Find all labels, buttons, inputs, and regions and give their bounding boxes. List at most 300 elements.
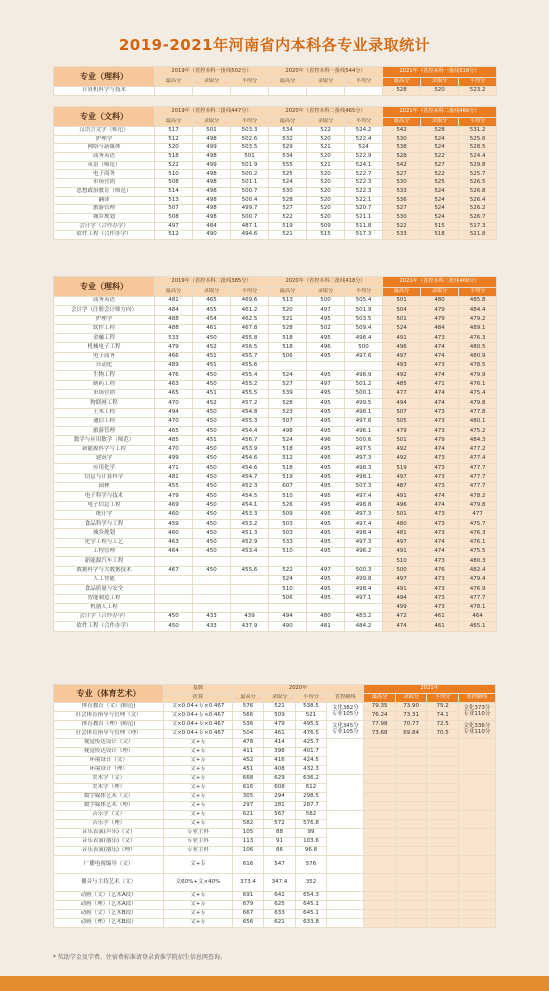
table-row	[54, 820, 496, 829]
score-cell	[395, 829, 426, 838]
score-cell: 106	[232, 847, 263, 856]
score-cell: 450	[193, 520, 231, 529]
score-cell: 497.3	[345, 538, 383, 547]
score-cell: 460	[155, 529, 193, 538]
score-cell: 515	[307, 231, 345, 240]
score-cell: 483.2	[345, 613, 383, 622]
score-cell: 524	[345, 144, 383, 153]
score-cell: 103.6	[295, 838, 326, 847]
table-row	[54, 315, 497, 324]
score-cell: 514	[155, 187, 193, 196]
score-cell: 495	[307, 399, 345, 408]
table-row	[54, 529, 497, 538]
score-cell: 465	[155, 389, 193, 398]
score-cell: 500.7	[231, 187, 269, 196]
score-cell: 499	[193, 144, 231, 153]
table-row	[54, 501, 497, 510]
score-cell: 497.4	[345, 520, 383, 529]
score-cell	[307, 87, 345, 96]
score-cell: 464	[459, 613, 497, 622]
score-cell	[269, 603, 307, 612]
formula-cell: 文+专	[164, 739, 233, 748]
score-cell: 476	[421, 566, 459, 575]
score-cell: 530	[383, 179, 421, 188]
score-cell: 520	[307, 187, 345, 196]
score-cell	[345, 557, 383, 566]
score-cell: 508	[155, 179, 193, 188]
table-row	[54, 399, 497, 408]
score-cell: 480.3	[459, 557, 497, 566]
column-header: 平均分	[231, 288, 269, 297]
year-header: 2021年（省控本科二批线466分）	[383, 107, 497, 118]
score-cell: 522	[155, 161, 193, 170]
formula-cell: 文60%+文×40%	[164, 874, 233, 892]
score-cell: 281	[264, 802, 295, 811]
score-cell: 373.4	[232, 874, 263, 892]
score-cell: 510	[269, 492, 307, 501]
major-name: 数学与应用数学（师范）	[54, 436, 155, 445]
score-cell: 520	[307, 170, 345, 179]
score-cell: 522.1	[345, 196, 383, 205]
score-cell: 452.3	[231, 482, 269, 491]
score-cell	[364, 793, 395, 802]
score-cell: 526.8	[459, 187, 497, 196]
control-line-cell	[327, 739, 364, 775]
score-cell: 517.3	[459, 222, 497, 231]
score-cell: 495	[307, 455, 345, 464]
score-cell: 525	[269, 170, 307, 179]
score-cell: 484	[193, 222, 231, 231]
score-cell: 522	[421, 153, 459, 162]
score-cell: 497.6	[345, 417, 383, 426]
score-cell: 450	[193, 334, 231, 343]
score-cell: 451	[193, 362, 231, 371]
formula-cell: 文+专	[164, 802, 233, 811]
table-row	[54, 892, 496, 901]
score-cell: 517.3	[345, 231, 383, 240]
score-cell: 501.1	[231, 179, 269, 188]
table-row	[54, 389, 497, 398]
score-cell: 454.1	[231, 501, 269, 510]
score-cell: 497.3	[345, 455, 383, 464]
score-cell: 499	[155, 455, 193, 464]
score-cell: 491	[383, 492, 421, 501]
score-cell: 498	[193, 153, 231, 162]
major-name: 会计学（合作办学）	[54, 222, 155, 231]
score-cell: 656	[232, 919, 263, 928]
score-cell: 636.2	[295, 775, 326, 784]
control-line-cell	[327, 874, 364, 892]
score-cell	[231, 594, 269, 603]
score-cell: 494	[269, 613, 307, 622]
column-header: 录取分	[395, 694, 426, 703]
score-cell: 506	[269, 352, 307, 361]
score-cell: 645.1	[295, 901, 326, 910]
score-cell: 461	[264, 730, 295, 739]
score-cell: 73.31	[395, 712, 426, 721]
score-cell	[395, 856, 426, 874]
score-cell: 465.1	[459, 622, 497, 631]
major-name: 工程管理	[54, 548, 155, 557]
score-cell: 424.5	[295, 757, 326, 766]
year-header: 2019年（省控本科一批线502分）	[155, 67, 269, 78]
score-cell: 113	[232, 838, 263, 847]
control-line-cell	[458, 910, 495, 919]
score-cell: 520	[307, 179, 345, 188]
major-name: 社会体育指导与管理（文）	[54, 712, 164, 721]
score-cell: 497	[383, 352, 421, 361]
score-cell: 509	[264, 712, 295, 721]
score-cell: 513	[269, 297, 307, 306]
score-cell: 499	[383, 603, 421, 612]
score-cell: 474	[421, 399, 459, 408]
score-cell: 455.6	[231, 362, 269, 371]
score-cell: 469.6	[231, 297, 269, 306]
score-cell: 497	[383, 575, 421, 584]
score-cell: 527	[421, 161, 459, 170]
score-cell: 494	[383, 594, 421, 603]
score-cell	[193, 585, 231, 594]
score-cell: 479	[155, 492, 193, 501]
score-cell: 621	[264, 919, 295, 928]
score-cell: 547	[264, 856, 295, 874]
score-cell: 433	[193, 622, 231, 631]
score-cell	[395, 739, 426, 748]
score-cell: 439	[231, 613, 269, 622]
score-cell: 495	[307, 594, 345, 603]
formula-cell: 文+专	[164, 811, 233, 820]
control-line-cell	[327, 856, 364, 874]
score-cell	[231, 603, 269, 612]
score-cell: 498.3	[345, 464, 383, 473]
score-cell: 474	[421, 343, 459, 352]
formula-cell: 文+专	[164, 901, 233, 910]
score-cell: 401.7	[295, 748, 326, 757]
score-cell: 502.6	[231, 135, 269, 144]
score-cell: 498.1	[345, 473, 383, 482]
score-cell: 472	[383, 613, 421, 622]
score-cell: 523	[269, 408, 307, 417]
formula-cell: 文+专	[164, 856, 233, 874]
score-cell: 96.8	[295, 847, 326, 856]
score-cell: 522	[269, 566, 307, 575]
column-header: 最高分	[383, 118, 421, 127]
score-cell	[427, 838, 458, 847]
score-cell: 520	[307, 205, 345, 214]
score-cell: 515	[421, 222, 459, 231]
major-name: 新能源汽车工程	[54, 557, 155, 566]
formula-cell: 文+专	[164, 793, 233, 802]
column-header: 平均分	[295, 694, 326, 703]
major-name: 信息与计算科学	[54, 473, 155, 482]
major-name: 音乐学（理）	[54, 820, 164, 829]
score-cell: 500	[345, 343, 383, 352]
score-cell: 477.7	[459, 594, 497, 603]
column-header: 录取分	[307, 78, 345, 87]
score-cell: 487.1	[231, 222, 269, 231]
score-cell: 520	[307, 153, 345, 162]
score-cell: 479	[264, 721, 295, 730]
score-cell: 479.2	[459, 315, 497, 324]
score-cell: 667	[232, 910, 263, 919]
score-cell: 612	[295, 784, 326, 793]
score-cell: 522.9	[345, 153, 383, 162]
score-cell	[427, 757, 458, 766]
header-row	[54, 685, 496, 694]
score-cell: 518	[155, 153, 193, 162]
major-name: 护理学	[54, 135, 155, 144]
major-name: 会计学（合作办学）	[54, 613, 155, 622]
score-cell: 455.6	[231, 566, 269, 575]
major-name: 物联网工程	[54, 399, 155, 408]
score-cell	[395, 847, 426, 856]
score-cell	[269, 87, 307, 96]
score-cell: 476.9	[459, 585, 497, 594]
score-cell	[364, 919, 395, 928]
column-header: 平均分	[345, 288, 383, 297]
score-cell	[193, 603, 231, 612]
table-row	[54, 222, 497, 231]
table-row	[54, 153, 497, 162]
column-header: 录取分	[421, 78, 459, 87]
score-cell: 450	[193, 529, 231, 538]
score-cell	[364, 784, 395, 793]
score-cell	[427, 811, 458, 820]
table-row	[54, 306, 497, 315]
score-cell: 495	[307, 538, 345, 547]
score-cell: 512	[155, 231, 193, 240]
score-cell: 520	[269, 306, 307, 315]
score-cell: 473	[421, 603, 459, 612]
score-cell: 75.2	[427, 703, 458, 712]
table-science-tier2	[53, 276, 497, 632]
score-cell: 495	[307, 315, 345, 324]
score-cell: 495	[307, 427, 345, 436]
major-name: 金融工程	[54, 334, 155, 343]
score-cell: 495	[307, 529, 345, 538]
table-row	[54, 520, 497, 529]
control-line-cell	[458, 901, 495, 910]
score-cell: 521	[295, 712, 326, 721]
score-cell: 524.2	[345, 127, 383, 136]
score-cell: 451	[232, 766, 263, 775]
table-row	[54, 901, 496, 910]
major-name: 护理学	[54, 315, 155, 324]
score-cell: 520	[307, 213, 345, 222]
score-cell: 484.2	[345, 622, 383, 631]
table-row	[54, 730, 496, 739]
major-name: 通信工程	[54, 417, 155, 426]
score-cell: 473	[421, 455, 459, 464]
score-cell: 525.6	[459, 135, 497, 144]
control-line-cell: 文化336分 专业110分	[458, 721, 495, 739]
score-cell: 305	[232, 793, 263, 802]
score-cell	[364, 847, 395, 856]
score-cell	[193, 575, 231, 584]
score-cell: 524	[269, 575, 307, 584]
score-cell: 450	[193, 427, 231, 436]
score-cell: 453.4	[231, 548, 269, 557]
score-cell: 480.5	[459, 343, 497, 352]
score-cell: 474	[421, 492, 459, 501]
major-name: 新能源科学与工程	[54, 445, 155, 454]
score-cell: 461	[421, 613, 459, 622]
score-cell: 518	[269, 445, 307, 454]
section-label: 专业（理科）	[54, 277, 155, 297]
score-cell: 500.1	[345, 389, 383, 398]
score-cell: 462.5	[231, 315, 269, 324]
score-cell: 500.3	[345, 566, 383, 575]
table-row	[54, 548, 497, 557]
score-cell: 607	[269, 482, 307, 491]
score-cell: 474	[421, 352, 459, 361]
score-cell: 536	[383, 196, 421, 205]
major-name: 体育教育（理）(师范)	[54, 721, 164, 730]
score-cell: 497.5	[345, 445, 383, 454]
column-header: 最高分	[155, 288, 193, 297]
table-row	[54, 739, 496, 748]
score-cell: 576	[295, 856, 326, 874]
score-cell: 519	[383, 464, 421, 473]
score-cell	[427, 820, 458, 829]
control-line-cell	[327, 901, 364, 910]
score-cell: 494	[155, 408, 193, 417]
score-cell	[231, 575, 269, 584]
header-row	[54, 277, 497, 288]
score-cell: 479	[383, 427, 421, 436]
major-name: 动画（理）（艺术B段）	[54, 919, 164, 928]
score-cell: 474	[383, 622, 421, 631]
score-cell: 437.9	[231, 622, 269, 631]
column-header: 省控制线	[458, 694, 495, 703]
score-cell: 463	[155, 380, 193, 389]
column-header: 最高分	[155, 118, 193, 127]
table-row	[54, 179, 497, 188]
score-cell: 524	[421, 135, 459, 144]
score-cell: 470	[155, 417, 193, 426]
score-cell	[427, 766, 458, 775]
score-cell	[395, 820, 426, 829]
table-row	[54, 492, 497, 501]
score-cell: 513	[155, 196, 193, 205]
score-cell: 453.9	[231, 445, 269, 454]
score-cell: 495	[307, 371, 345, 380]
score-cell: 479	[421, 436, 459, 445]
major-name: 化学工程与工艺	[54, 538, 155, 547]
score-cell: 480	[383, 520, 421, 529]
score-cell: 473	[421, 529, 459, 538]
score-cell	[395, 811, 426, 820]
major-name: 音乐学（文）	[54, 811, 164, 820]
table-row	[54, 566, 497, 575]
major-name: 英语（师范）	[54, 161, 155, 170]
score-cell: 477	[383, 389, 421, 398]
control-line-cell	[327, 775, 364, 811]
score-cell: 503	[269, 529, 307, 538]
score-cell: 479.8	[459, 399, 497, 408]
table-row	[54, 436, 497, 445]
score-cell: 498.8	[345, 501, 383, 510]
score-cell: 294	[264, 793, 295, 802]
score-cell: 530	[269, 187, 307, 196]
score-cell: 501.2	[345, 380, 383, 389]
score-cell: 450	[193, 566, 231, 575]
score-cell: 520	[155, 144, 193, 153]
score-cell: 478	[232, 739, 263, 748]
score-cell: 499.7	[231, 205, 269, 214]
score-cell: 526.5	[459, 179, 497, 188]
column-header: 最高分	[383, 288, 421, 297]
score-cell: 496	[307, 436, 345, 445]
score-cell: 511.8	[345, 222, 383, 231]
table-row	[54, 538, 497, 547]
score-cell: 477.4	[459, 455, 497, 464]
score-cell: 450	[193, 548, 231, 557]
score-cell: 498.4	[345, 529, 383, 538]
score-cell: 471	[421, 380, 459, 389]
score-cell: 485	[383, 380, 421, 389]
score-cell: 522.3	[345, 187, 383, 196]
score-cell: 450	[193, 510, 231, 519]
score-cell: 453.3	[231, 510, 269, 519]
major-name: 音乐表演(器乐)（理）	[54, 847, 164, 856]
score-cell: 497.6	[345, 352, 383, 361]
score-cell	[395, 838, 426, 847]
score-cell: 501	[383, 297, 421, 306]
score-cell: 454.6	[231, 464, 269, 473]
score-cell	[427, 802, 458, 811]
score-cell: 497	[307, 566, 345, 575]
score-cell: 474	[421, 371, 459, 380]
score-cell	[364, 766, 395, 775]
score-cell	[427, 775, 458, 784]
score-cell: 522	[421, 170, 459, 179]
score-cell: 476.1	[459, 380, 497, 389]
score-cell: 497.1	[345, 594, 383, 603]
year-header: 2020年（省控本科一批线544分）	[269, 67, 383, 78]
score-cell: 467	[155, 566, 193, 575]
score-cell: 455	[155, 482, 193, 491]
score-cell: 500.2	[231, 170, 269, 179]
major-name: 数字媒体艺术（文）	[54, 793, 164, 802]
score-cell: 474	[421, 538, 459, 547]
score-cell: 520	[307, 196, 345, 205]
score-cell: 494.6	[231, 231, 269, 240]
score-cell: 524	[269, 436, 307, 445]
major-name: 园林	[54, 482, 155, 491]
major-name: 市场营销	[54, 389, 155, 398]
score-cell: 507	[155, 205, 193, 214]
table-row	[54, 594, 497, 603]
column-header: 最高分	[364, 694, 395, 703]
major-name: 体育教育（文）(师范)	[54, 703, 164, 712]
score-cell: 473	[421, 594, 459, 603]
major-name: 计算机科学与技术	[54, 87, 155, 96]
score-cell: 473	[421, 334, 459, 343]
score-cell: 521	[307, 144, 345, 153]
score-cell: 474	[421, 501, 459, 510]
score-cell: 477.8	[459, 408, 497, 417]
major-name: 应用化学	[54, 464, 155, 473]
table-row	[54, 408, 497, 417]
score-cell	[155, 575, 193, 584]
year-header: 2020年（省控本科二批线465分）	[269, 107, 383, 118]
score-cell: 498	[193, 187, 231, 196]
table-science-tier1	[53, 66, 497, 96]
score-cell	[364, 901, 395, 910]
major-name: 旅游管理	[54, 205, 155, 214]
formula-cell: 专业主科	[164, 838, 233, 847]
